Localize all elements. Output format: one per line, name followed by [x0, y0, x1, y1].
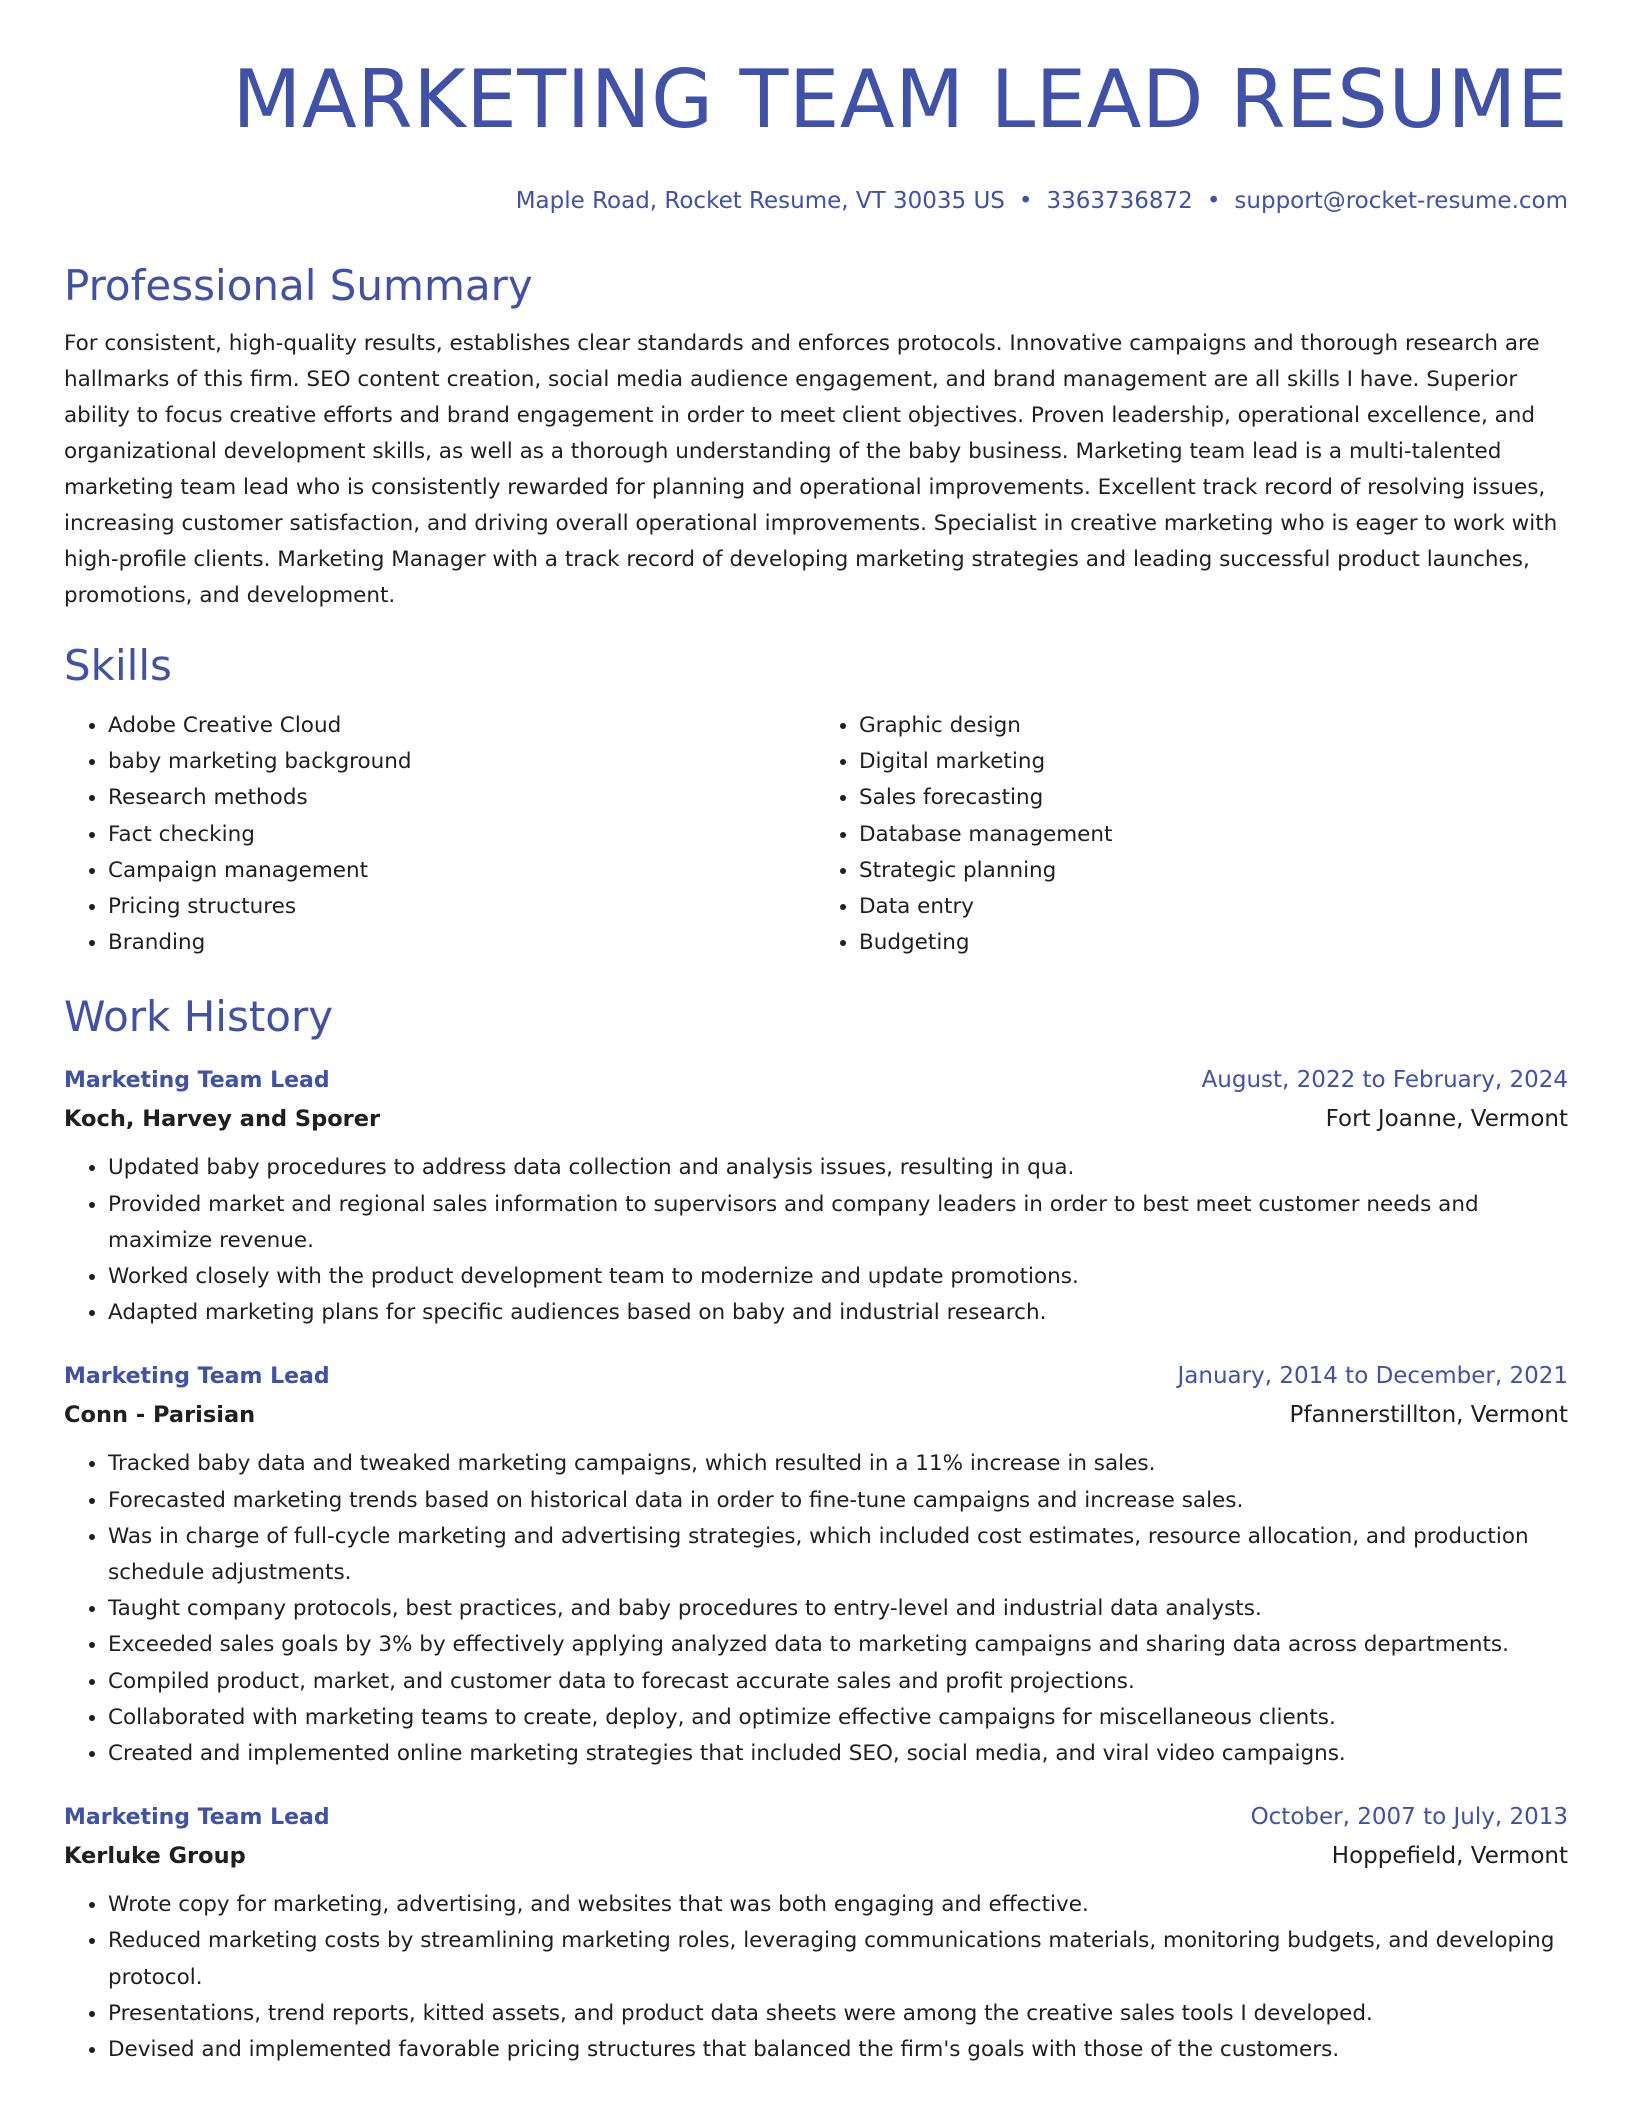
job-bullet: • Created and implemented online marketing strategies that included SEO, social media, and viral video campaigns.: [108, 1736, 1568, 1772]
job-dates: August, 2022 to February, 2024: [1201, 1067, 1568, 1094]
job-bullet: • Taught company protocols, best practices, and baby procedures to entry-level and industrial data analysts.: [108, 1591, 1568, 1627]
job-bullet: • Presentations, trend reports, kitted assets, and product data sheets were among the creative sales tools I developed.: [108, 1996, 1568, 2032]
section-title-skills: Skills: [64, 641, 172, 690]
skill-item: • Campaign management: [108, 853, 817, 889]
job-company: Koch, Harvey and Sporer: [64, 1106, 381, 1133]
job-bullet: • Forecasted marketing trends based on historical data in order to fine-tune campaigns and increase sales.: [108, 1483, 1568, 1519]
contact-line: [64, 186, 1568, 216]
job-bullet: • Updated baby procedures to address data collection and analysis issues, resulting in qua.: [108, 1150, 1568, 1186]
skill-item: • baby marketing background: [108, 744, 817, 780]
job-header: [64, 1798, 1568, 1837]
address: Maple Road, Rocket Resume, VT 30035 US: [515, 188, 1005, 214]
skills-list: [64, 708, 1568, 961]
job-bullet: • Worked closely with the product development team to modernize and update promotions.: [108, 1259, 1568, 1295]
job-header: [64, 1357, 1568, 1396]
job-entry: [64, 1798, 1568, 2068]
skill-item: • Data entry: [859, 889, 1568, 925]
job-title: Marketing Team Lead: [64, 1068, 330, 1094]
job-title: Marketing Team Lead: [64, 1805, 330, 1831]
job-location: Fort Joanne, Vermont: [1325, 1106, 1568, 1133]
job-bullet: • Exceeded sales goals by 3% by effectively applying analyzed data to marketing campaigns and sharing data across departments.: [108, 1627, 1568, 1663]
skill-item: • Budgeting: [859, 925, 1568, 961]
skills-column-2: [817, 708, 1568, 961]
job-title: Marketing Team Lead: [64, 1364, 330, 1390]
resume-title: MARKETING TEAM LEAD RESUME: [232, 53, 1568, 146]
job-bullet: • Tracked baby data and tweaked marketing campaigns, which resulted in a 11% increase in sales.: [108, 1446, 1568, 1482]
job-company: Kerluke Group: [64, 1843, 246, 1870]
job-bullet: • Adapted marketing plans for specific audiences based on baby and industrial research.: [108, 1295, 1568, 1331]
job-bullet: • Compiled product, market, and customer data to forecast accurate sales and profit projections.: [108, 1664, 1568, 1700]
job-subheader: [64, 1100, 1568, 1138]
job-dates: October, 2007 to July, 2013: [1250, 1804, 1568, 1831]
job-entry: [64, 1061, 1568, 1331]
separator-dot: •: [1206, 188, 1221, 214]
job-bullets: [64, 1150, 1568, 1331]
job-company: Conn - Parisian: [64, 1402, 256, 1429]
job-bullet: • Collaborated with marketing teams to create, deploy, and optimize effective campaigns for miscellaneous clients.: [108, 1700, 1568, 1736]
job-subheader: [64, 1396, 1568, 1434]
skill-item: • Research methods: [108, 780, 817, 816]
skill-item: • Adobe Creative Cloud: [108, 708, 817, 744]
skill-item: • Pricing structures: [108, 889, 817, 925]
job-bullets: [64, 1887, 1568, 2068]
job-dates: January, 2014 to December, 2021: [1177, 1363, 1568, 1390]
job-subheader: [64, 1837, 1568, 1875]
separator-dot: •: [1018, 188, 1033, 214]
summary-text: For consistent, high-quality results, establishes clear standards and enforces protocols. Innovative campaigns and thorough research are hallmarks of this firm. SEO content creation, social media audience engagement, and brand management are all skills I have. Superior ability to focus creative efforts and brand engagement in order to meet client objectives. Proven leadership, operational excellence, and organizational development skills, as well as a thorough understanding of the baby business. Marketing team lead is a multi-talented marketing team lead who is consistently rewarded for planning and operational improvements. Excellent track record of resolving issues, increasing customer satisfaction, and driving overall operational improvements. Specialist in creative marketing who is eager to work with high-profile clients. Marketing Manager with a track record of developing marketing strategies and leading successful product launches, promotions, and development.: [64, 331, 1558, 608]
job-bullet: • Reduced marketing costs by streamlining marketing roles, leveraging communications materials, monitoring budgets, and developing protocol.: [108, 1923, 1568, 1995]
skill-item: • Fact checking: [108, 817, 817, 853]
job-location: Pfannerstillton, Vermont: [1289, 1402, 1568, 1429]
section-title-work-history: Work History: [64, 992, 334, 1042]
skill-item: • Branding: [108, 925, 817, 961]
phone: 3363736872: [1046, 188, 1193, 214]
skill-item: • Digital marketing: [859, 744, 1568, 780]
email-link[interactable]: support@rocket-resume.com: [1234, 188, 1568, 214]
skill-item: • Database management: [859, 817, 1568, 853]
job-entry: [64, 1357, 1568, 1772]
skills-column-1: [64, 708, 817, 961]
section-title-summary: Professional Summary: [64, 261, 533, 310]
job-bullet: • Provided market and regional sales information to supervisors and company leaders in order to best meet customer needs and maximize revenue.: [108, 1187, 1568, 1259]
job-bullet: • Wrote copy for marketing, advertising, and websites that was both engaging and effective.: [108, 1887, 1568, 1923]
job-bullet: • Devised and implemented favorable pricing structures that balanced the firm's goals with those of the customers.: [108, 2032, 1568, 2068]
job-header: [64, 1061, 1568, 1100]
job-location: Hoppefield, Vermont: [1331, 1843, 1568, 1870]
job-bullets: [64, 1446, 1568, 1772]
skill-item: • Graphic design: [859, 708, 1568, 744]
skill-item: • Strategic planning: [859, 853, 1568, 889]
skill-item: • Sales forecasting: [859, 780, 1568, 816]
job-bullet: • Was in charge of full-cycle marketing and advertising strategies, which included cost estimates, resource allocation, and production schedule adjustments.: [108, 1519, 1568, 1591]
